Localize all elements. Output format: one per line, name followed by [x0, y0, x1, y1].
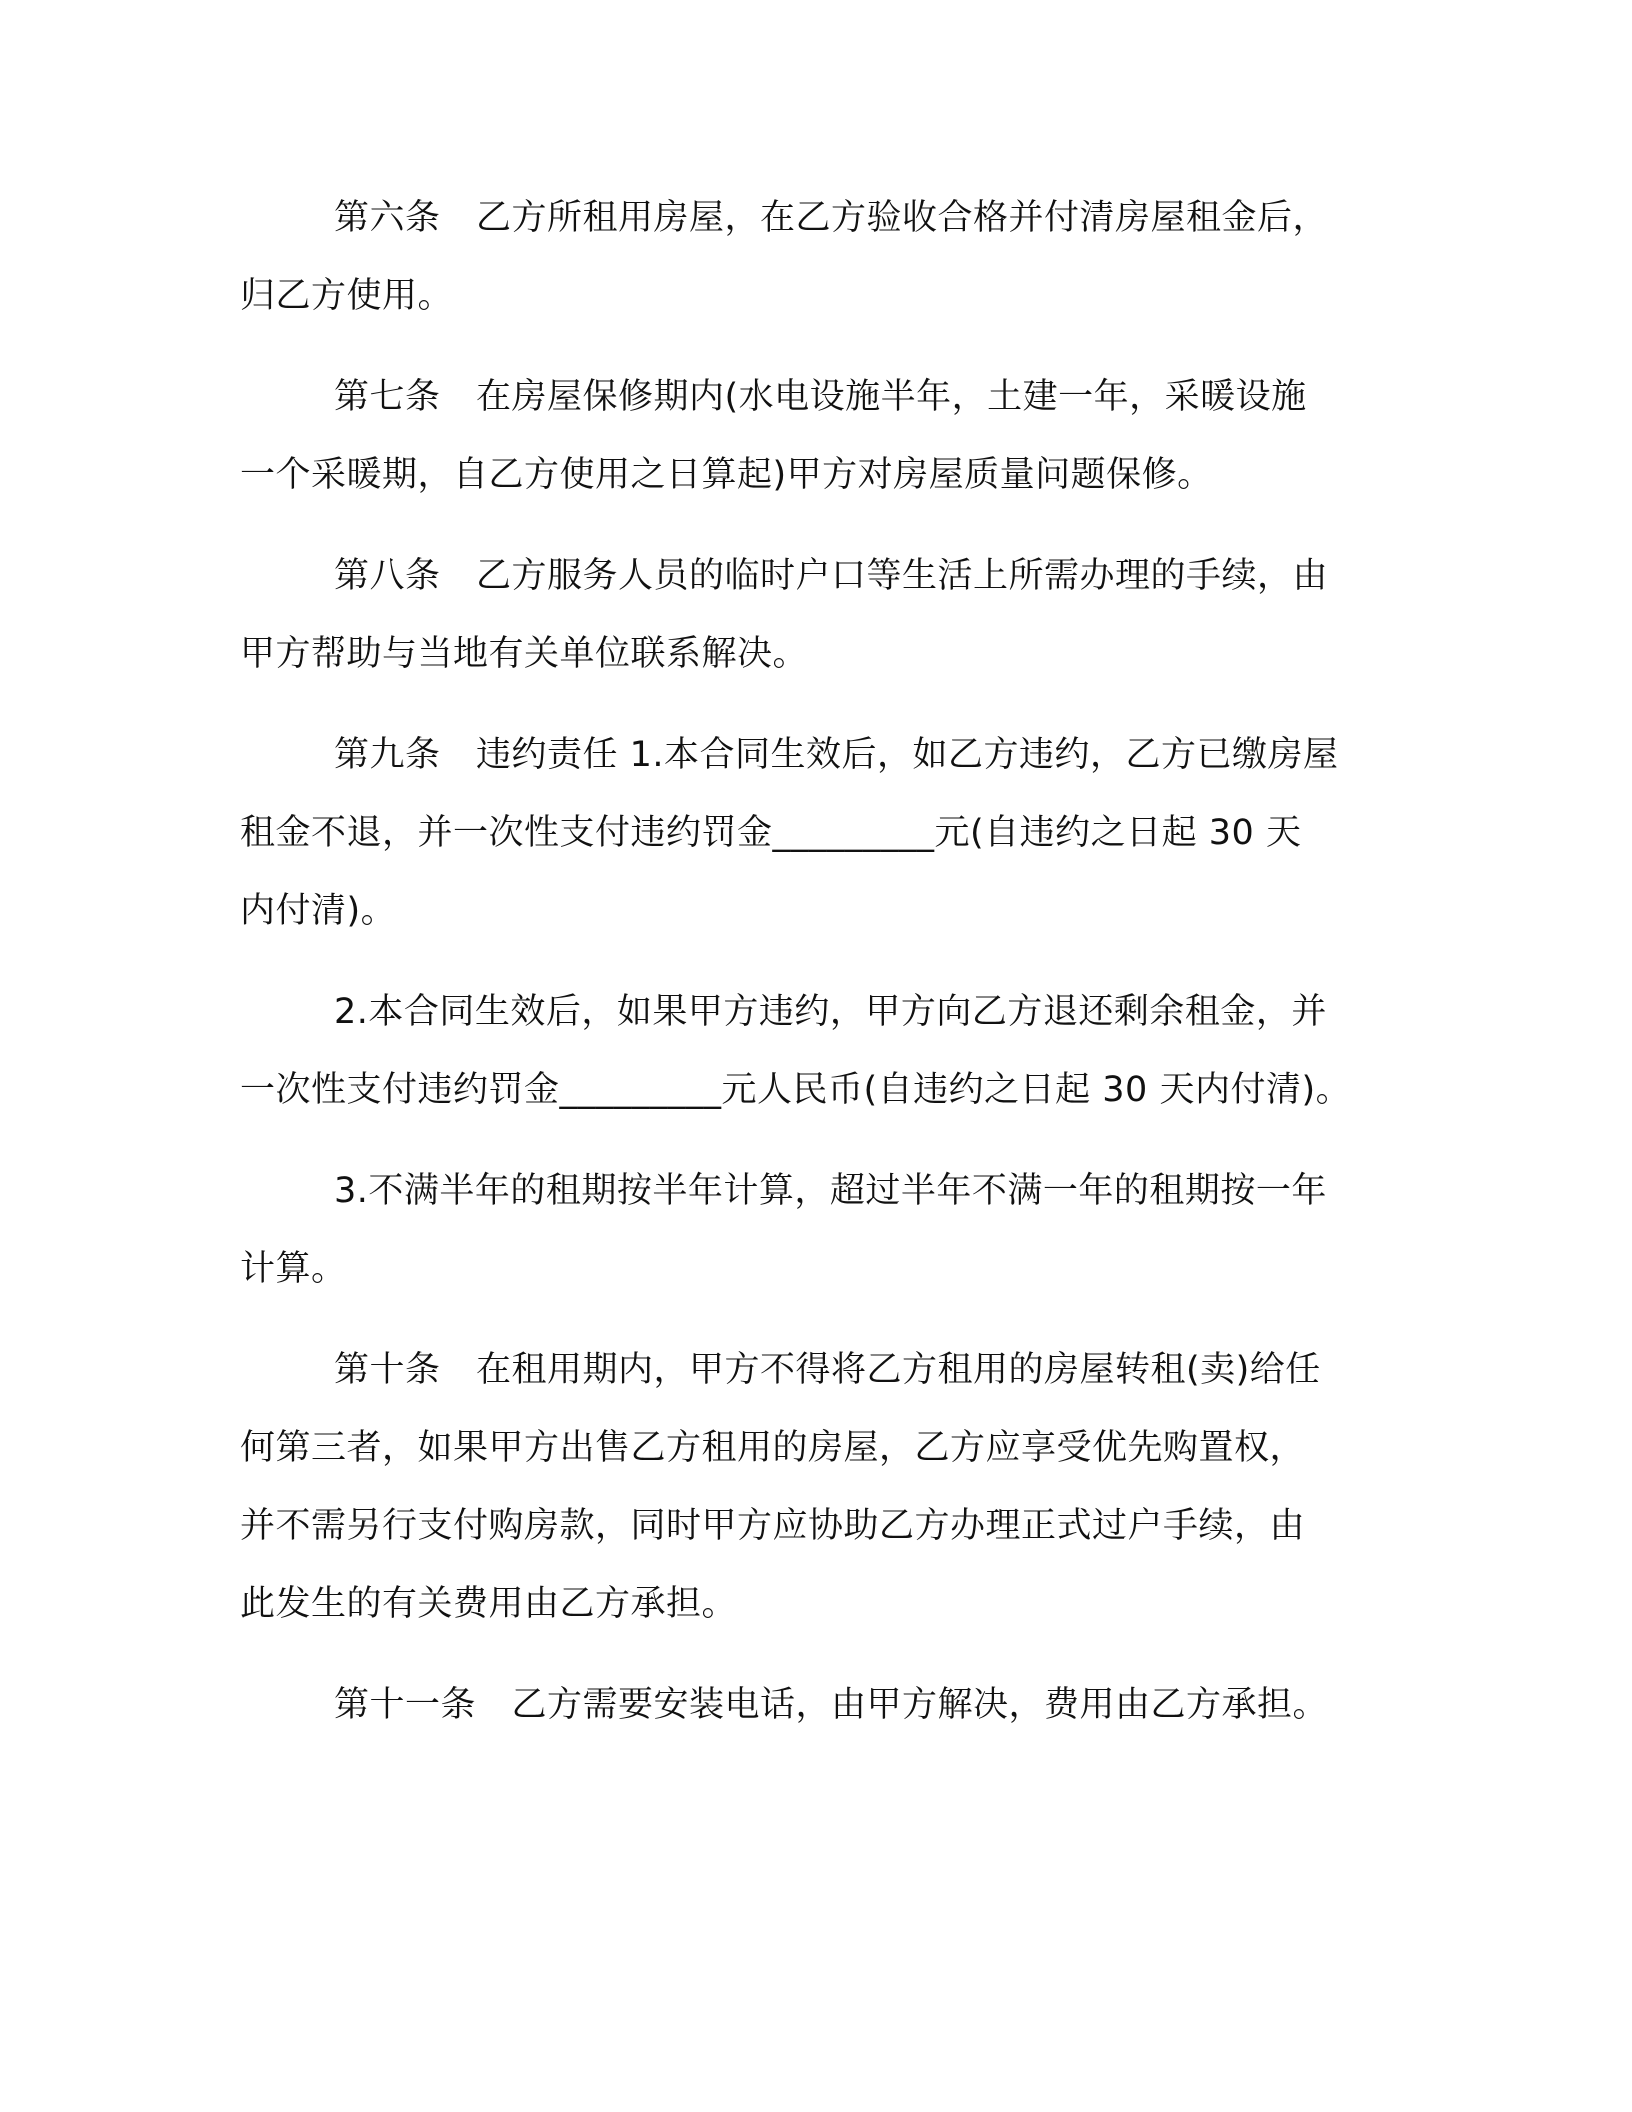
article-7-line-1: 第七条 在房屋保修期内(水电设施半年，土建一年，采暖设施 — [334, 377, 1307, 417]
article-9-line-1: 第九条 违约责任 1.本合同生效后，如乙方违约，乙方已缴房屋 — [334, 735, 1339, 775]
article-8-line-2: 甲方帮助与当地有关单位联系解决。 — [240, 634, 809, 674]
article-7-line-2: 一个采暖期，自乙方使用之日算起)甲方对房屋质量问题保修。 — [240, 455, 1213, 495]
article-9-line-3: 内付清)。 — [240, 891, 397, 931]
article-11-line-1: 第十一条 乙方需要安装电话，由甲方解决，费用由乙方承担。 — [334, 1685, 1329, 1725]
article-10-line-2: 何第三者，如果甲方出售乙方租用的房屋，乙方应享受优先购置权， — [240, 1428, 1306, 1468]
article-6-line-1: 第六条 乙方所租用房屋，在乙方验收合格并付清房屋租金后， — [334, 198, 1329, 238]
article-10-line-1: 第十条 在租用期内，甲方不得将乙方租用的房屋转租(卖)给任 — [334, 1350, 1321, 1390]
article-9-item-3-line-1: 3.不满半年的租期按半年计算，超过半年不满一年的租期按一年 — [334, 1171, 1327, 1211]
article-8-line-1: 第八条 乙方服务人员的临时户口等生活上所需办理的手续，由 — [334, 556, 1329, 596]
article-9-item-2-line-2: 一次性支付违约罚金_________元人民币(自违约之日起 30 天内付清)。 — [240, 1070, 1352, 1110]
article-6-line-2: 归乙方使用。 — [240, 276, 454, 316]
article-9-line-2: 租金不退，并一次性支付违约罚金_________元(自违约之日起 30 天 — [240, 813, 1302, 853]
article-9-item-2-line-1: 2.本合同生效后，如果甲方违约，甲方向乙方退还剩余租金，并 — [334, 992, 1327, 1032]
article-10-line-3: 并不需另行支付购房款，同时甲方应协助乙方办理正式过户手续，由 — [240, 1506, 1306, 1546]
article-9-item-3-line-2: 计算。 — [240, 1249, 347, 1289]
article-10-line-4: 此发生的有关费用由乙方承担。 — [240, 1584, 738, 1624]
